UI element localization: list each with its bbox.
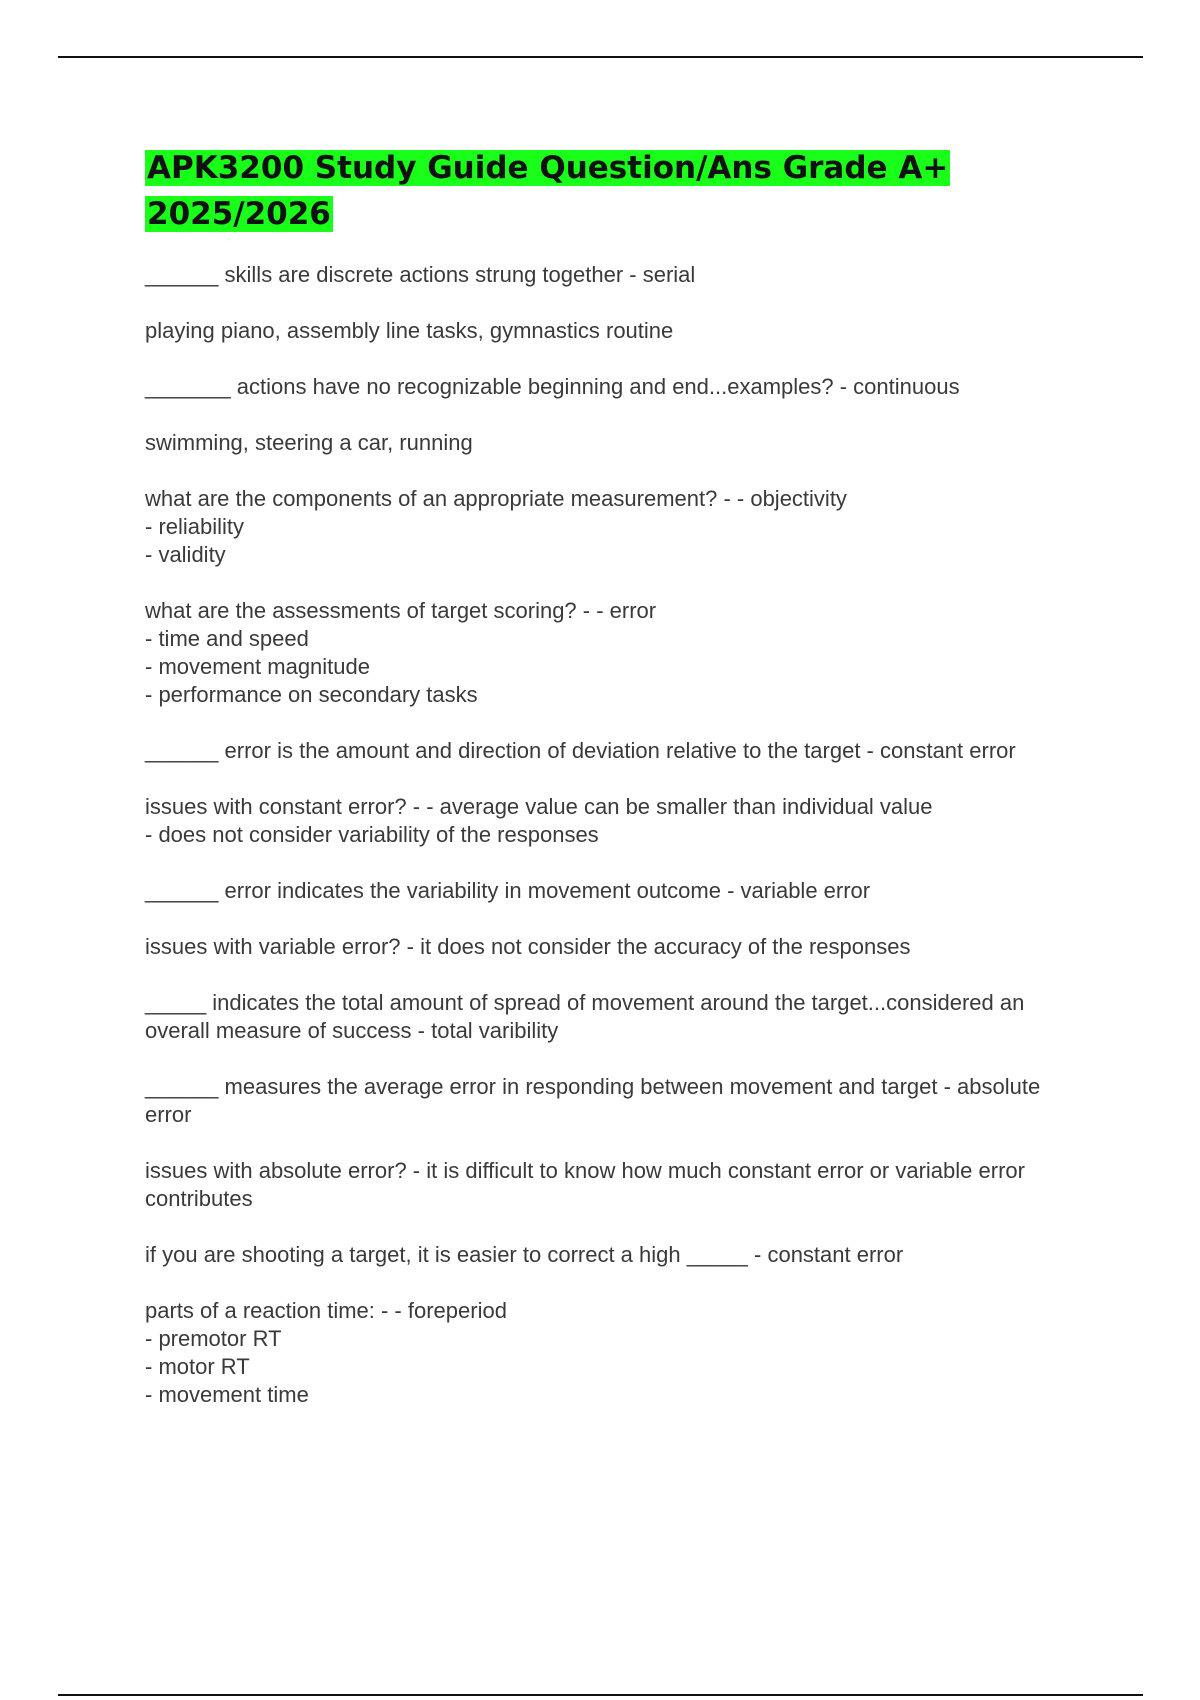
qa-item-12: ______ measures the average error in responding between movement and target - absolute error bbox=[145, 1074, 1041, 1127]
qa-item-3: _______ actions have no recognizable beginning and end...examples? - continuous bbox=[145, 374, 960, 399]
qa-item-13: issues with absolute error? - it is difficult to know how much constant error or variable error contributes bbox=[145, 1158, 1025, 1211]
qa-item-2: playing piano, assembly line tasks, gymnastics routine bbox=[145, 318, 674, 343]
title-line-1: APK3200 Study Guide Question/Ans Grade A+ bbox=[147, 150, 949, 186]
title-highlight bbox=[145, 150, 950, 232]
bottom-rule bbox=[58, 1694, 1143, 1696]
top-rule bbox=[58, 56, 1143, 58]
qa-item-9: ______ error indicates the variability in movement outcome - variable error bbox=[145, 878, 871, 903]
title-line-2: 2025/2026 bbox=[147, 196, 331, 232]
qa-item-6: what are the assessments of target scoring? - - error - time and speed - movement magnitude - performance on secondary tasks bbox=[145, 598, 657, 707]
qa-item-4: swimming, steering a car, running bbox=[145, 430, 473, 455]
qa-item-1: ______ skills are discrete actions strung together - serial bbox=[145, 262, 696, 287]
qa-item-8: issues with constant error? - - average value can be smaller than individual value - does not consider variability of the responses bbox=[145, 794, 933, 847]
qa-item-10: issues with variable error? - it does not consider the accuracy of the responses bbox=[145, 934, 911, 959]
qa-item-5: what are the components of an appropriate measurement? - - objectivity - reliability - validity bbox=[145, 486, 847, 567]
qa-item-14: if you are shooting a target, it is easier to correct a high _____ - constant error bbox=[145, 1242, 904, 1267]
qa-item-15: parts of a reaction time: - - foreperiod - premotor RT - motor RT - movement time bbox=[145, 1298, 507, 1407]
qa-item-7: ______ error is the amount and direction of deviation relative to the target - constant error bbox=[145, 738, 1016, 763]
document-title bbox=[145, 145, 1085, 237]
qa-item-11: _____ indicates the total amount of spread of movement around the target...considered an overall measure of success - total varibility bbox=[145, 990, 1025, 1043]
document-body bbox=[145, 145, 1085, 1437]
